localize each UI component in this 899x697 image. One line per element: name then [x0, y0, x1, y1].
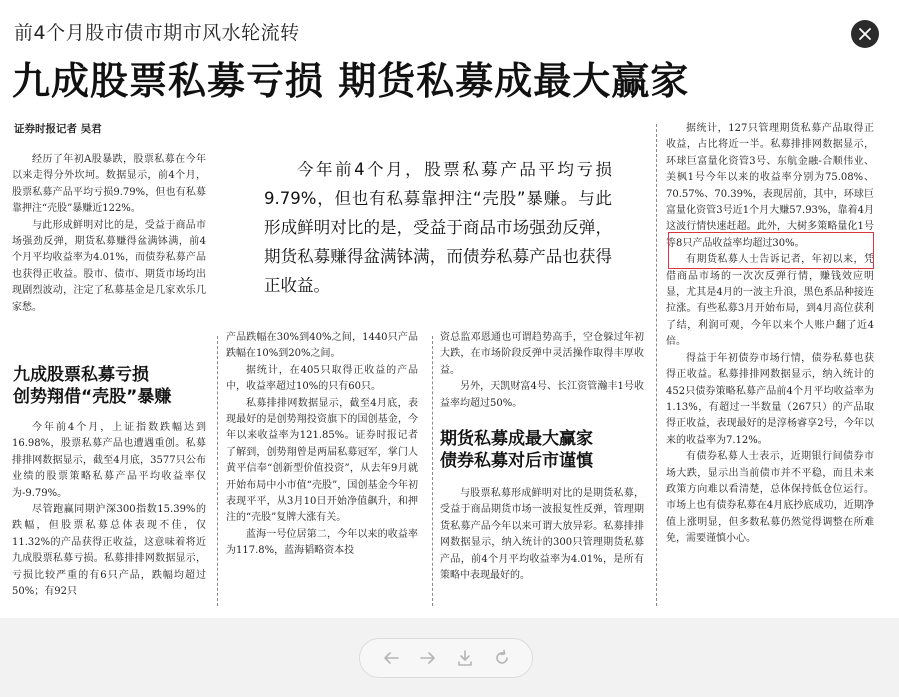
column-divider — [656, 124, 657, 606]
paragraph: 与此形成鲜明对比的是，受益于商品市场强劲反弹，期货私募赚得盆满钵满，前4个月平均收益率为4.01%，而债券私募产品也获得正收益。股市、债市、期货市场均出现剧烈波动，注定了私募基金是几家欢乐几家愁。 — [12, 219, 206, 313]
viewer-toolbar — [359, 638, 533, 678]
column-a-continued — [12, 420, 206, 600]
column-b — [226, 330, 418, 560]
subheading-text: 九成股票私募亏损 创势翔借“壳股”暴赚 — [13, 365, 172, 407]
rotate-icon — [493, 649, 511, 667]
paragraph: 据统计，在405只取得正收益的产品中，收益率超过10%的只有60只。 — [226, 364, 418, 393]
arrow-right-icon — [419, 649, 437, 667]
rotate-button[interactable] — [489, 645, 515, 671]
highlight-box — [668, 232, 874, 269]
paragraph: 今年前4个月，上证指数跌幅达到16.98%，股票私募产品也遭遇重创。私募排排网数据显示，截至4月底，3577只公布业绩的股票策略私募产品平均收益率仅为-9.79%。 — [12, 422, 206, 499]
previous-button[interactable] — [378, 645, 404, 671]
paragraph: 尽管跑赢同期沪深300指数15.39%的跌幅，但股票私募总体表现不佳，仅11.32%的产品获得正收益，这意味着将近九成股票私募亏损。私募排排网数据显示，亏损比较严重的有6只产品，跌幅均超过50%；有92只 — [12, 504, 206, 598]
viewer-toolbar-area — [0, 618, 899, 697]
column-divider — [432, 336, 433, 606]
close-button[interactable] — [851, 20, 879, 48]
pull-quote: 今年前4个月，股票私募产品平均亏损9.79%，但也有私募靠押注“壳股”暴赚。与此形成鲜明对比的是，受益于商品市场强劲反弹，期货私募赚得盆满钵满，而债券私募产品也获得正收益。 — [264, 160, 612, 295]
article-headline: 九成股票私募亏损 期货私募成最大赢家 — [12, 59, 690, 103]
column-c — [440, 330, 644, 412]
paragraph: 私募排排网数据显示，截至4月底，表现最好的是创势翔投资旗下的国创基金，今年以来收益率为121.85%。证券时报记者了解到，创势翔曾是两届私募冠军，掌门人黄平信奉“创新型价值投资”，从去年9月就开始布局中小市值“壳股”，国创基金今年初表现平平，从3月10日开始净值飙升，和押注的“壳股”复牌大涨有关。 — [226, 397, 418, 524]
paragraph: 另外，天凯财富4号、长江资管瀚丰1号收益率均超过50%。 — [440, 381, 644, 409]
paragraph: 蓝海一号位居第二，今年以来的收益率为117.8%，蓝海韬略资本投 — [226, 528, 418, 557]
subheading-futures-private-funds — [440, 428, 640, 472]
paragraph: 有期货私募人士告诉记者，年初以来，凭借商品市场的一次次反弹行情，赚钱效应明显，尤其是4月的一波主升浪，黑色系品种接连拉涨。有些私募3月开始布局，到4月高位获利了结，利润可观，今年以来个人账户翻了近4倍。 — [666, 254, 874, 348]
column-divider — [217, 336, 218, 606]
paragraph: 得益于年初债券市场行情，债券私募也获得正收益。私募排排网数据显示，纳入统计的452只债券策略私募产品前4个月平均收益率为1.13%，有超过一半数量（267只）的产品取得正收益，表现最好的是淳杨睿享2号，今年以来的收益率为7.12%。 — [666, 352, 874, 446]
paragraph: 与股票私募形成鲜明对比的是期货私募，受益于商品期货市场一波报复性反弹，管理期货私募产品今年以来可谓大放异彩。私募排排网数据显示，纳入统计的300只管理期货私募产品，前4个月平均收益率为4.01%，是所有策略中表现最好的。 — [440, 488, 644, 582]
arrow-left-icon — [382, 649, 400, 667]
paragraph: 有债券私募人士表示，近期银行间债券市场大跌，显示出当前债市并不平稳，而且未来政策方向难以看清楚，总体保持低仓位运行。市场上也有债券私募在4月底抄底成功，近期净值上涨明显，但多数私募仍然觉得调整在所难免，需要谨慎小心。 — [666, 451, 874, 545]
column-d — [666, 121, 874, 548]
paragraph: 经历了年初A股暴跌，股票私募在今年以来走得分外坎坷。数据显示，前4个月，股票私募产品平均亏损9.79%，但也有私募靠押注“壳股”暴赚近122%。 — [12, 154, 206, 215]
subheading-text: 期货私募成最大赢家 债券私募对后市谨慎 — [440, 429, 593, 471]
paragraph: 据统计，127只管理期货私募产品取得正收益，占比将近一半。私募排排网数据显示，环球巨富量化资管3号、东航金融-合顺伟业、美枫1号今年以来的收益率分别为75.08%、70.57%、70.39%，表现居前，其中，环球巨富量化资管3号近1个月大赚57.93%，靠着4月这波行情快速赶超。此外，大树多策略量化1号等8只产品收益率均超过30%。 — [666, 123, 874, 249]
download-button[interactable] — [452, 645, 478, 671]
subheading-stock-private-funds — [13, 364, 213, 408]
paragraph: 产品跌幅在30%到40%之间，1440只产品跌幅在10%到20%之间。 — [226, 332, 418, 360]
column-c-continued — [440, 486, 644, 584]
next-button[interactable] — [415, 645, 441, 671]
download-icon — [456, 649, 474, 667]
paragraph: 资总监邓恩通也可谓趋势高手，空仓躲过年初大跌，在市场阶段反弹中灵活操作取得丰厚收益。 — [440, 332, 644, 376]
article-byline: 证券时报记者 吴君 — [14, 123, 102, 135]
article-kicker: 前4个月股市债市期市风水轮流转 — [14, 22, 300, 44]
close-icon — [859, 28, 871, 40]
column-a — [12, 152, 206, 316]
